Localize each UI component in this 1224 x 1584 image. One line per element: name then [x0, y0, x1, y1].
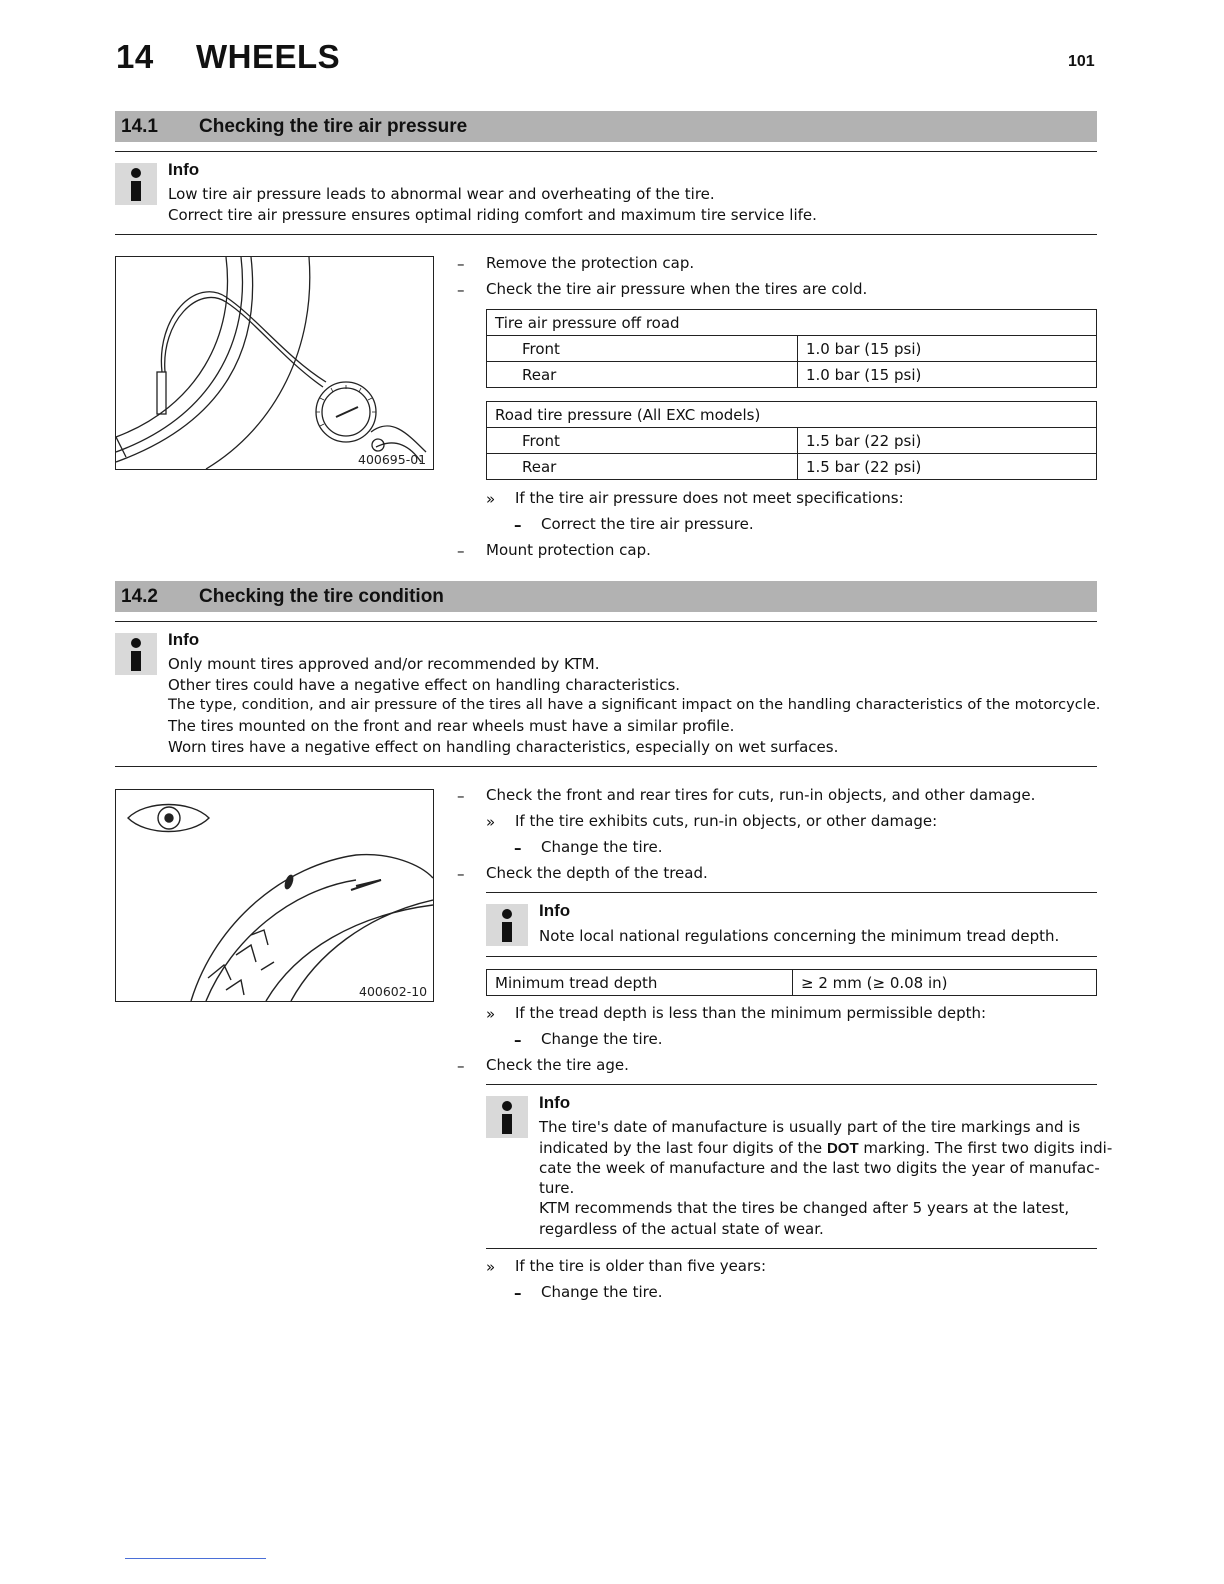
condition-text: If the tread depth is less than the minimum permissible depth:: [515, 1004, 987, 1022]
action-text: Change the tire.: [541, 1030, 663, 1048]
info-text: The tire's date of manufacture is usually part of the tire markings and is: [539, 1118, 1081, 1136]
condition-text: If the tire air pressure does not meet specifications:: [515, 489, 904, 507]
action-text: Change the tire.: [541, 838, 663, 856]
tire-inspection-illustration: [116, 790, 433, 1001]
info-heading: Info: [539, 1093, 571, 1112]
condition-bullet: »: [486, 1005, 496, 1023]
table-row: [487, 428, 1097, 454]
table-row: [487, 970, 1097, 996]
tire-inspection-figure: [115, 789, 434, 1002]
table-row: [487, 402, 1097, 428]
info-heading: Info: [539, 901, 571, 920]
table-cell-value: ≥ 2 mm (≥ 0.08 in): [793, 970, 1097, 996]
offroad-pressure-table: [486, 309, 1097, 388]
condition-bullet: »: [486, 1258, 496, 1276]
info-text: Other tires could have a negative effect on handling characteristics.: [168, 676, 681, 694]
info-icon: [486, 904, 528, 946]
info-text: Worn tires have a negative effect on handling characteristics, especially on wet surfaces.: [168, 738, 839, 756]
table-cell-label: Front: [487, 428, 798, 454]
section-heading-14-1: 14.1 Checking the tire air pressure: [115, 111, 1097, 142]
info-text: ture.: [539, 1179, 575, 1197]
action-dash: –: [514, 516, 522, 534]
table-cell-label: Front: [487, 336, 798, 362]
info-text: KTM recommends that the tires be changed after 5 years at the latest,: [539, 1199, 1070, 1217]
info-text: indicated by the last four digits of the DOT marking. The first two digits indi-: [539, 1139, 1113, 1157]
table-row: [487, 336, 1097, 362]
step-text: Mount protection cap.: [486, 541, 651, 559]
info-text: Only mount tires approved and/or recommended by KTM.: [168, 655, 600, 673]
table-row: [487, 310, 1097, 336]
divider: [486, 1084, 1097, 1085]
action-dash: –: [514, 1031, 522, 1049]
table-cell-label: Rear: [487, 454, 798, 480]
footnote-rule: [125, 1558, 266, 1559]
divider: [486, 892, 1097, 893]
condition-text: If the tire exhibits cuts, run-in objects, or other damage:: [515, 812, 938, 830]
action-text: Change the tire.: [541, 1283, 663, 1301]
info-text: The tires mounted on the front and rear wheels must have a similar profile.: [168, 717, 735, 735]
table-row: [487, 362, 1097, 388]
step-text: Check the tire age.: [486, 1056, 629, 1074]
divider: [486, 1248, 1097, 1249]
tread-depth-table: [486, 969, 1097, 996]
divider: [115, 234, 1097, 235]
table-row: [487, 454, 1097, 480]
info-text: Correct tire air pressure ensures optimal riding comfort and maximum tire service life.: [168, 206, 817, 224]
divider: [115, 766, 1097, 767]
action-dash: –: [514, 839, 522, 857]
tire-gauge-illustration: [116, 257, 433, 469]
step-text: Remove the protection cap.: [486, 254, 695, 272]
info-text: The type, condition, and air pressure of the tires all have a significant impact on the handling characteristics of the motorcycle.: [168, 696, 1101, 713]
table-cell-label: Minimum tread depth: [487, 970, 793, 996]
table-cell-value: 1.5 bar (22 psi): [798, 428, 1097, 454]
figure-label: 400695-01: [358, 452, 427, 467]
step-dash: –: [457, 1057, 465, 1075]
dot-marking: DOT: [826, 1140, 859, 1157]
info-heading: Info: [168, 160, 200, 179]
divider: [115, 151, 1097, 152]
step-text: Check the depth of the tread.: [486, 864, 708, 882]
step-text: Check the front and rear tires for cuts, run-in objects, and other damage.: [486, 786, 1036, 804]
figure-label: 400602-10: [359, 984, 428, 999]
info-text: regardless of the actual state of wear.: [539, 1220, 824, 1238]
condition-bullet: »: [486, 490, 496, 508]
table-cell-label: Rear: [487, 362, 798, 388]
condition-text: If the tire is older than five years:: [515, 1257, 767, 1275]
table-cell-value: 1.0 bar (15 psi): [798, 336, 1097, 362]
divider: [486, 956, 1097, 957]
info-text: Low tire air pressure leads to abnormal wear and overheating of the tire.: [168, 185, 715, 203]
step-dash: –: [457, 865, 465, 883]
step-text: Check the tire air pressure when the tires are cold.: [486, 280, 868, 298]
step-dash: –: [457, 787, 465, 805]
table-cell-value: 1.0 bar (15 psi): [798, 362, 1097, 388]
info-icon: [486, 1096, 528, 1138]
action-dash: –: [514, 1284, 522, 1302]
chapter-title: 14 WHEELS: [116, 38, 341, 75]
step-dash: –: [457, 281, 465, 299]
step-dash: –: [457, 542, 465, 560]
step-dash: –: [457, 255, 465, 273]
road-pressure-table: [486, 401, 1097, 480]
section-heading-14-2: 14.2 Checking the tire condition: [115, 581, 1097, 612]
condition-bullet: »: [486, 813, 496, 831]
tire-pressure-gauge-figure: [115, 256, 434, 470]
table-title: Road tire pressure (All EXC models): [487, 402, 1097, 428]
info-icon: [115, 163, 157, 205]
page-number: 101: [1068, 53, 1095, 70]
info-icon: [115, 633, 157, 675]
info-text: Note local national regulations concerning the minimum tread depth.: [539, 927, 1060, 945]
info-heading: Info: [168, 630, 200, 649]
table-cell-value: 1.5 bar (22 psi): [798, 454, 1097, 480]
divider: [115, 621, 1097, 622]
action-text: Correct the tire air pressure.: [541, 515, 754, 533]
info-text: cate the week of manufacture and the last two digits the year of manufac-: [539, 1159, 1100, 1177]
table-title: Tire air pressure off road: [487, 310, 1097, 336]
